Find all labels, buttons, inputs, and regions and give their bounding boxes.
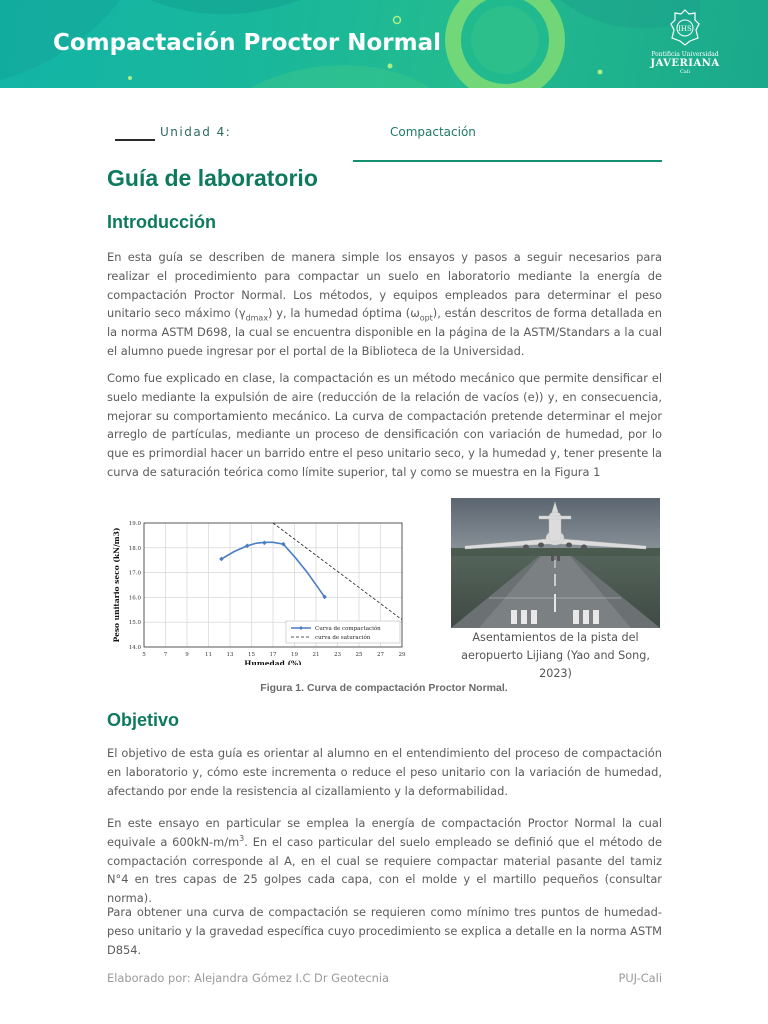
- intro-paragraph-1: [107, 248, 662, 361]
- legend-compaction-label: Curva de compactación: [315, 626, 381, 632]
- objective-paragraph-3: Para obtener una curva de compactación se requieren como mínimo tres puntos de humedad-peso unitario y la gravedad específica cuyo procedimiento se explica a detalle en la norma ASTM D854.: [107, 905, 662, 957]
- compaction-data-point: [245, 544, 250, 549]
- unit-underline: [353, 160, 662, 162]
- logo-line-1: Pontificia Universidad: [651, 51, 719, 58]
- figure-caption: Figura 1. Curva de compactación Proctor Normal.: [260, 682, 508, 694]
- unit-label: Unidad 4:: [160, 125, 232, 139]
- objective-heading: Objetivo: [107, 710, 180, 730]
- airport-runway-photo: [451, 498, 660, 628]
- objective-p2-part-a: En este ensayo en particular se emplea la energía de compactación Proctor Normal la cual equivale a 600kN-m/m: [107, 816, 662, 849]
- x-tick-label: 21: [312, 652, 320, 658]
- footer-institution: PUJ-Cali: [618, 971, 662, 985]
- compaction-chart-svg: [110, 513, 412, 665]
- x-tick-label: 29: [398, 652, 406, 658]
- university-logo: [650, 8, 720, 84]
- x-tick-label: 25: [355, 652, 363, 658]
- header-banner: [0, 0, 768, 88]
- x-tick-label: 27: [377, 652, 384, 658]
- footer-author: Elaborado por: Alejandra Gómez I.C Dr Geotecnia: [107, 971, 390, 985]
- objective-p2-part-b: . En el caso particular del suelo empleado se definió que el método de compactación corresponde al A, en el cual se requiere compactar material pasante del tamiz N°4 en tres capas de 25 golpes cada capa, con el molde y el martillo pequeños (consultar norma).: [107, 834, 662, 906]
- photo-caption: Asentamientos de la pista del aeropuerto Lijiang (Yao and Song, 2023): [461, 631, 650, 680]
- page-title: Guía de laboratorio: [107, 165, 318, 191]
- gamma-subscript: dmax: [245, 313, 269, 323]
- y-tick-label: 14.0: [128, 645, 141, 651]
- compaction-chart: [110, 513, 412, 665]
- x-tick-label: 19: [291, 652, 298, 658]
- chart-legend: [286, 621, 400, 643]
- header-title: Compactación Proctor Normal: [53, 30, 442, 56]
- x-tick-label: 23: [334, 652, 341, 658]
- intro-p1-part-c: ), están descritos de forma detallada en la norma ASTM D698, la cual se encuentra disponible en la página de la ASTM/Standars a la cual el alumno puede ingresar por el portal de la Biblioteca de la Universidad.: [107, 306, 662, 358]
- x-tick-label: 5: [142, 652, 146, 658]
- x-tick-label: 13: [226, 652, 234, 658]
- chart-x-axis-label: Humedad (%): [244, 659, 302, 665]
- cubic-superscript: 3: [239, 834, 245, 843]
- intro-p1-part-a: En esta guía se describen de manera simple los ensayos y pasos a seguir necesarios para realizar el procedimiento para compactar un suelo en laboratorio mediante la energía de compactación Proctor Normal. Los métodos, y equipos empleados para determinar el peso unitario seco máximo (γ: [107, 250, 662, 321]
- x-tick-label: 17: [269, 652, 277, 658]
- intro-paragraph-2: Como fue explicado en clase, la compactación es un método mecánico que permite densificar el suelo mediante la expulsión de aire (reducción de la relación de vacíos (e)) y, en consecuencia, mejorar su comportamiento mecánico. La curva de compactación pretende determinar el mejor arreglo de partículas, mediante un proceso de densificación con variación de humedad, por lo que es primordial hacer un barrido entre el peso unitario seco, y la humedad y, tener presente la curva de saturación teórica como límite superior, tal y como se muestra en la Figura 1: [107, 371, 662, 479]
- x-tick-label: 15: [248, 652, 255, 658]
- y-tick-label: 18.0: [128, 545, 141, 552]
- x-tick-label: 11: [205, 652, 212, 658]
- chart-y-axis-label: Peso unitario seco (kN/m3): [112, 527, 121, 643]
- y-tick-label: 15.0: [128, 620, 141, 627]
- logo-line-3: Cali: [679, 69, 690, 75]
- chart-series: [219, 523, 402, 620]
- x-tick-label: 7: [163, 652, 168, 658]
- objective-paragraph-2: [107, 814, 662, 908]
- compaction-data-point: [262, 541, 267, 546]
- omega-subscript: opt: [419, 313, 433, 323]
- y-tick-label: 16.0: [128, 595, 141, 602]
- logo-line-2: JAVERIANA: [650, 58, 720, 69]
- y-tick-label: 19.0: [128, 521, 141, 527]
- legend-saturation-label: curva de saturación: [315, 635, 371, 641]
- intro-p1-part-b: ) y, la humedad óptima (ω: [268, 306, 420, 321]
- objective-paragraph-1: El objetivo de esta guía es orientar al alumno en el entendimiento del proceso de compactación en laboratorio y, cómo este incrementa o reduce el peso unitario con la variación de humedad, afectando por ende la resistencia al cizallamiento y la deformabilidad.: [107, 746, 662, 798]
- intro-heading: Introducción: [107, 212, 216, 232]
- svg-text:IHS: IHS: [678, 25, 692, 33]
- unit-topic: Compactación: [390, 125, 476, 139]
- unit-blank-line: [115, 139, 155, 141]
- y-tick-label: 17.0: [128, 570, 141, 577]
- university-seal-icon: [668, 8, 702, 46]
- x-tick-label: 9: [185, 652, 189, 658]
